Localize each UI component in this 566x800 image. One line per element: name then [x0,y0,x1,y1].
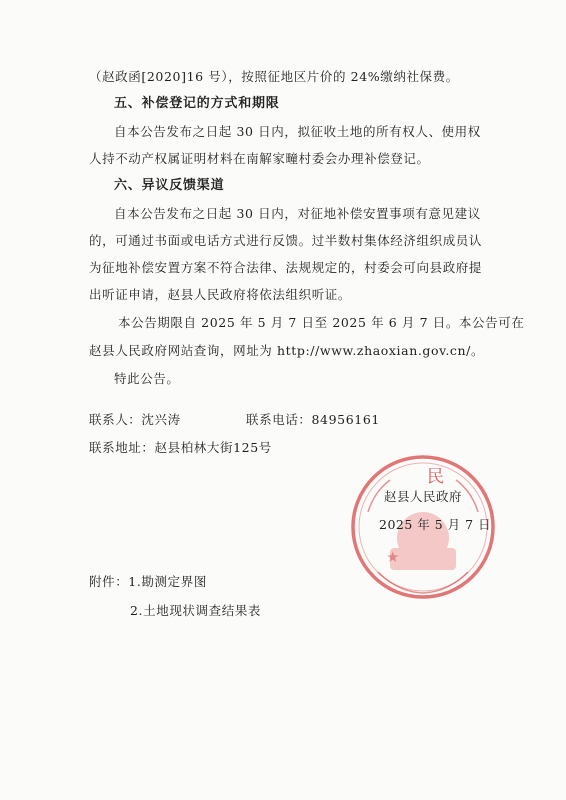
contact-person: 联系人：沈兴涛 [89,412,181,427]
signing-organization: 赵县人民政府 [384,489,463,504]
paragraph-line: 自本公告发布之日起 30 日内，拟征收土地的所有权人、使用权 [114,124,481,139]
paragraph-line: 为征地补偿安置方案不符合法律、法规规定的，村委会可向县政府提 [89,260,483,275]
paragraph-line: 赵县人民政府网站查询，网址为 http://www.zhaoxian.gov.cn/。 [89,343,485,358]
paragraph-line: 出听证申请，赵县人民政府将依法组织听证。 [89,287,352,302]
paragraph-line: 本公告期限自 2025 年 5 月 7 日至 2025 年 6 月 7 日。本公告可在 [118,315,525,330]
svg-text:★: ★ [386,548,400,566]
paragraph-line: 的，可通过书面或电话方式进行反馈。过半数村集体经济组织成员认 [89,233,483,248]
paragraph-line: 人持不动产权属证明材料在南解家疃村委会办理补偿登记。 [89,151,430,166]
attachment-item-1: 附件：1.勘测定界图 [89,574,207,589]
paragraph-line: 自本公告发布之日起 30 日内，对征地补偿安置事项有意见建议 [114,206,481,221]
attachment-item-2: 2.土地现状调查结果表 [130,603,262,618]
paragraph-line: （赵政函[2020]16 号），按照征地区片价的 24%缴纳社保费。 [89,69,459,84]
seal-character: 民 [427,467,444,487]
section-heading-six: 六、异议反馈渠道 [114,178,225,193]
closing-line: 特此公告。 [114,371,180,386]
section-heading-five: 五、补偿登记的方式和期限 [114,96,280,111]
contact-address: 联系地址：赵县柏林大街125号 [89,440,272,455]
signing-date: 2025 年 5 月 7 日 [379,517,492,532]
contact-phone: 联系电话：84956161 [246,412,380,427]
